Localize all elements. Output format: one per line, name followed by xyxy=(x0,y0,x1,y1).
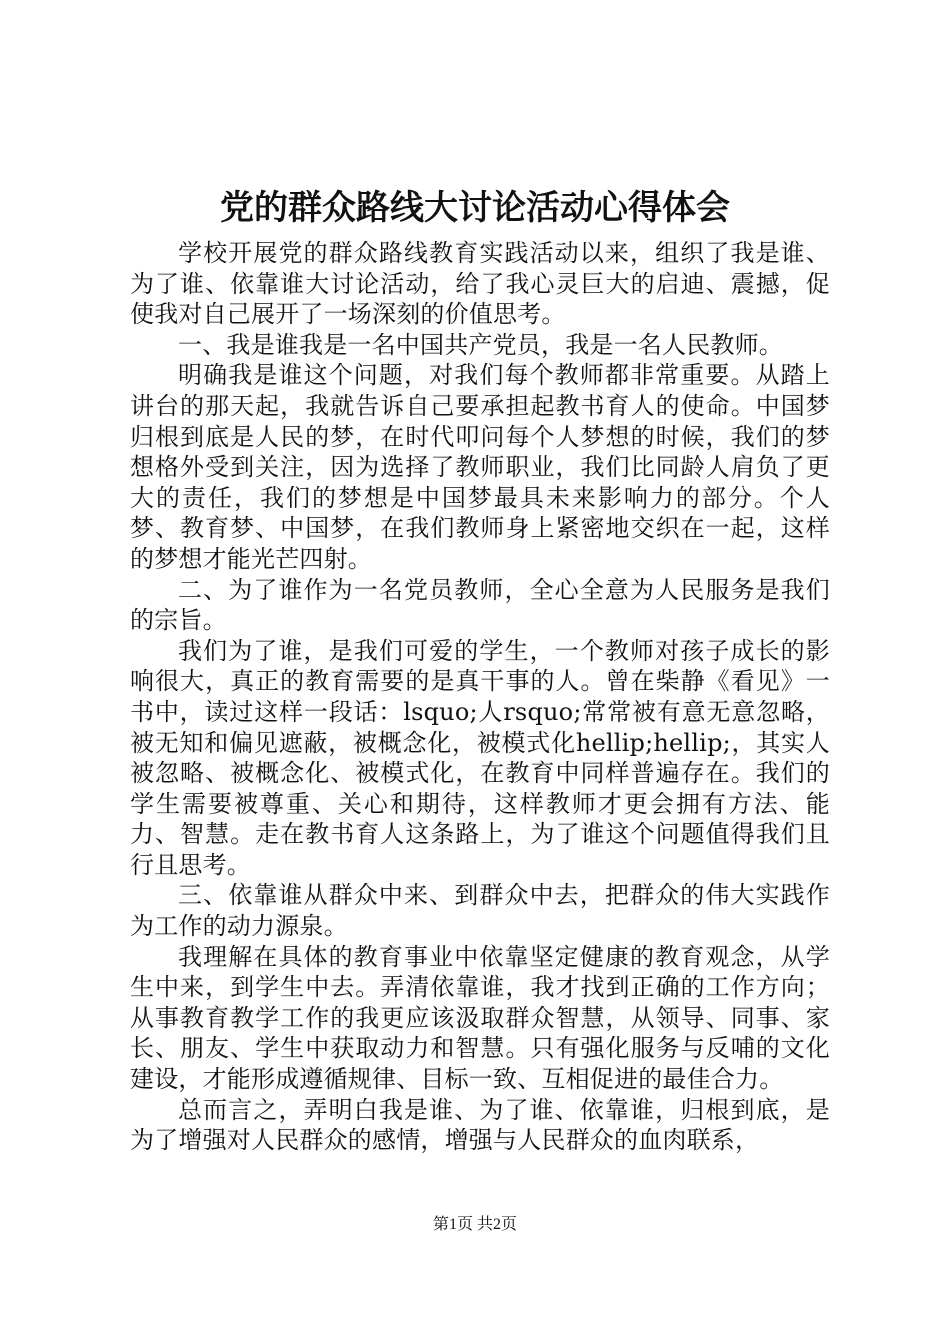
document-body xyxy=(130,238,830,1156)
paragraph-for-whom: 我们为了谁，是我们可爱的学生，一个教师对孩子成长的影响很大，真正的教育需要的是真干事的人。曾在柴静《看见》一书中，读过这样一段话：lsquo;人rsquo;常常被有意无意忽略，被无知和偏见遮蔽，被概念化，被模式化hellip;hellip;，其实人被忽略、被概念化、被模式化，在教育中同样普遍存在。我们的学生需要被尊重、关心和期待，这样教师才更会拥有方法、能力、智慧。走在教书育人这条路上，为了谁这个问题值得我们且行且思考。 xyxy=(130,636,830,879)
paragraph-heading-rely-on-whom: 三、依靠谁从群众中来、到群众中去，把群众的伟大实践作为工作的动力源泉。 xyxy=(130,881,830,941)
document-title: 党的群众路线大讨论活动心得体会 xyxy=(220,188,730,228)
paragraph-conclusion: 总而言之，弄明白我是谁、为了谁、依靠谁，归根到底，是为了增强对人民群众的感情，增强与人民群众的血肉联系， xyxy=(130,1095,830,1155)
page-number-footer: 第1页 共2页 xyxy=(432,1216,517,1233)
paragraph-intro: 学校开展党的群众路线教育实践活动以来，组织了我是谁、为了谁、依靠谁大讨论活动，给了我心灵巨大的启迪、震撼，促使我对自己展开了一场深刻的价值思考。 xyxy=(130,239,830,329)
paragraph-rely-on-whom: 我理解在具体的教育事业中依靠坚定健康的教育观念，从学生中来，到学生中去。弄清依靠谁，我才找到正确的工作方向；从事教育教学工作的我更应该汲取群众智慧，从领导、同事、家长、朋友、学生中获取动力和智慧。只有强化服务与反哺的文化建设，才能形成遵循规律、目标一致、互相促进的最佳合力。 xyxy=(130,942,830,1094)
paragraph-heading-for-whom: 二、为了谁作为一名党员教师，全心全意为人民服务是我们的宗旨。 xyxy=(130,575,830,635)
paragraph-who-am-i: 明确我是谁这个问题，对我们每个教师都非常重要。从踏上讲台的那天起，我就告诉自己要承担起教书育人的使命。中国梦归根到底是人民的梦，在时代叩问每个人梦想的时候，我们的梦想格外受到关注，因为选择了教师职业，我们比同龄人肩负了更大的责任，我们的梦想是中国梦最具未来影响力的部分。个人梦、教育梦、中国梦，在我们教师身上紧密地交织在一起，这样的梦想才能光芒四射。 xyxy=(130,361,830,573)
paragraph-heading-who-am-i: 一、我是谁我是一名中国共产党员，我是一名人民教师。 xyxy=(178,330,783,359)
